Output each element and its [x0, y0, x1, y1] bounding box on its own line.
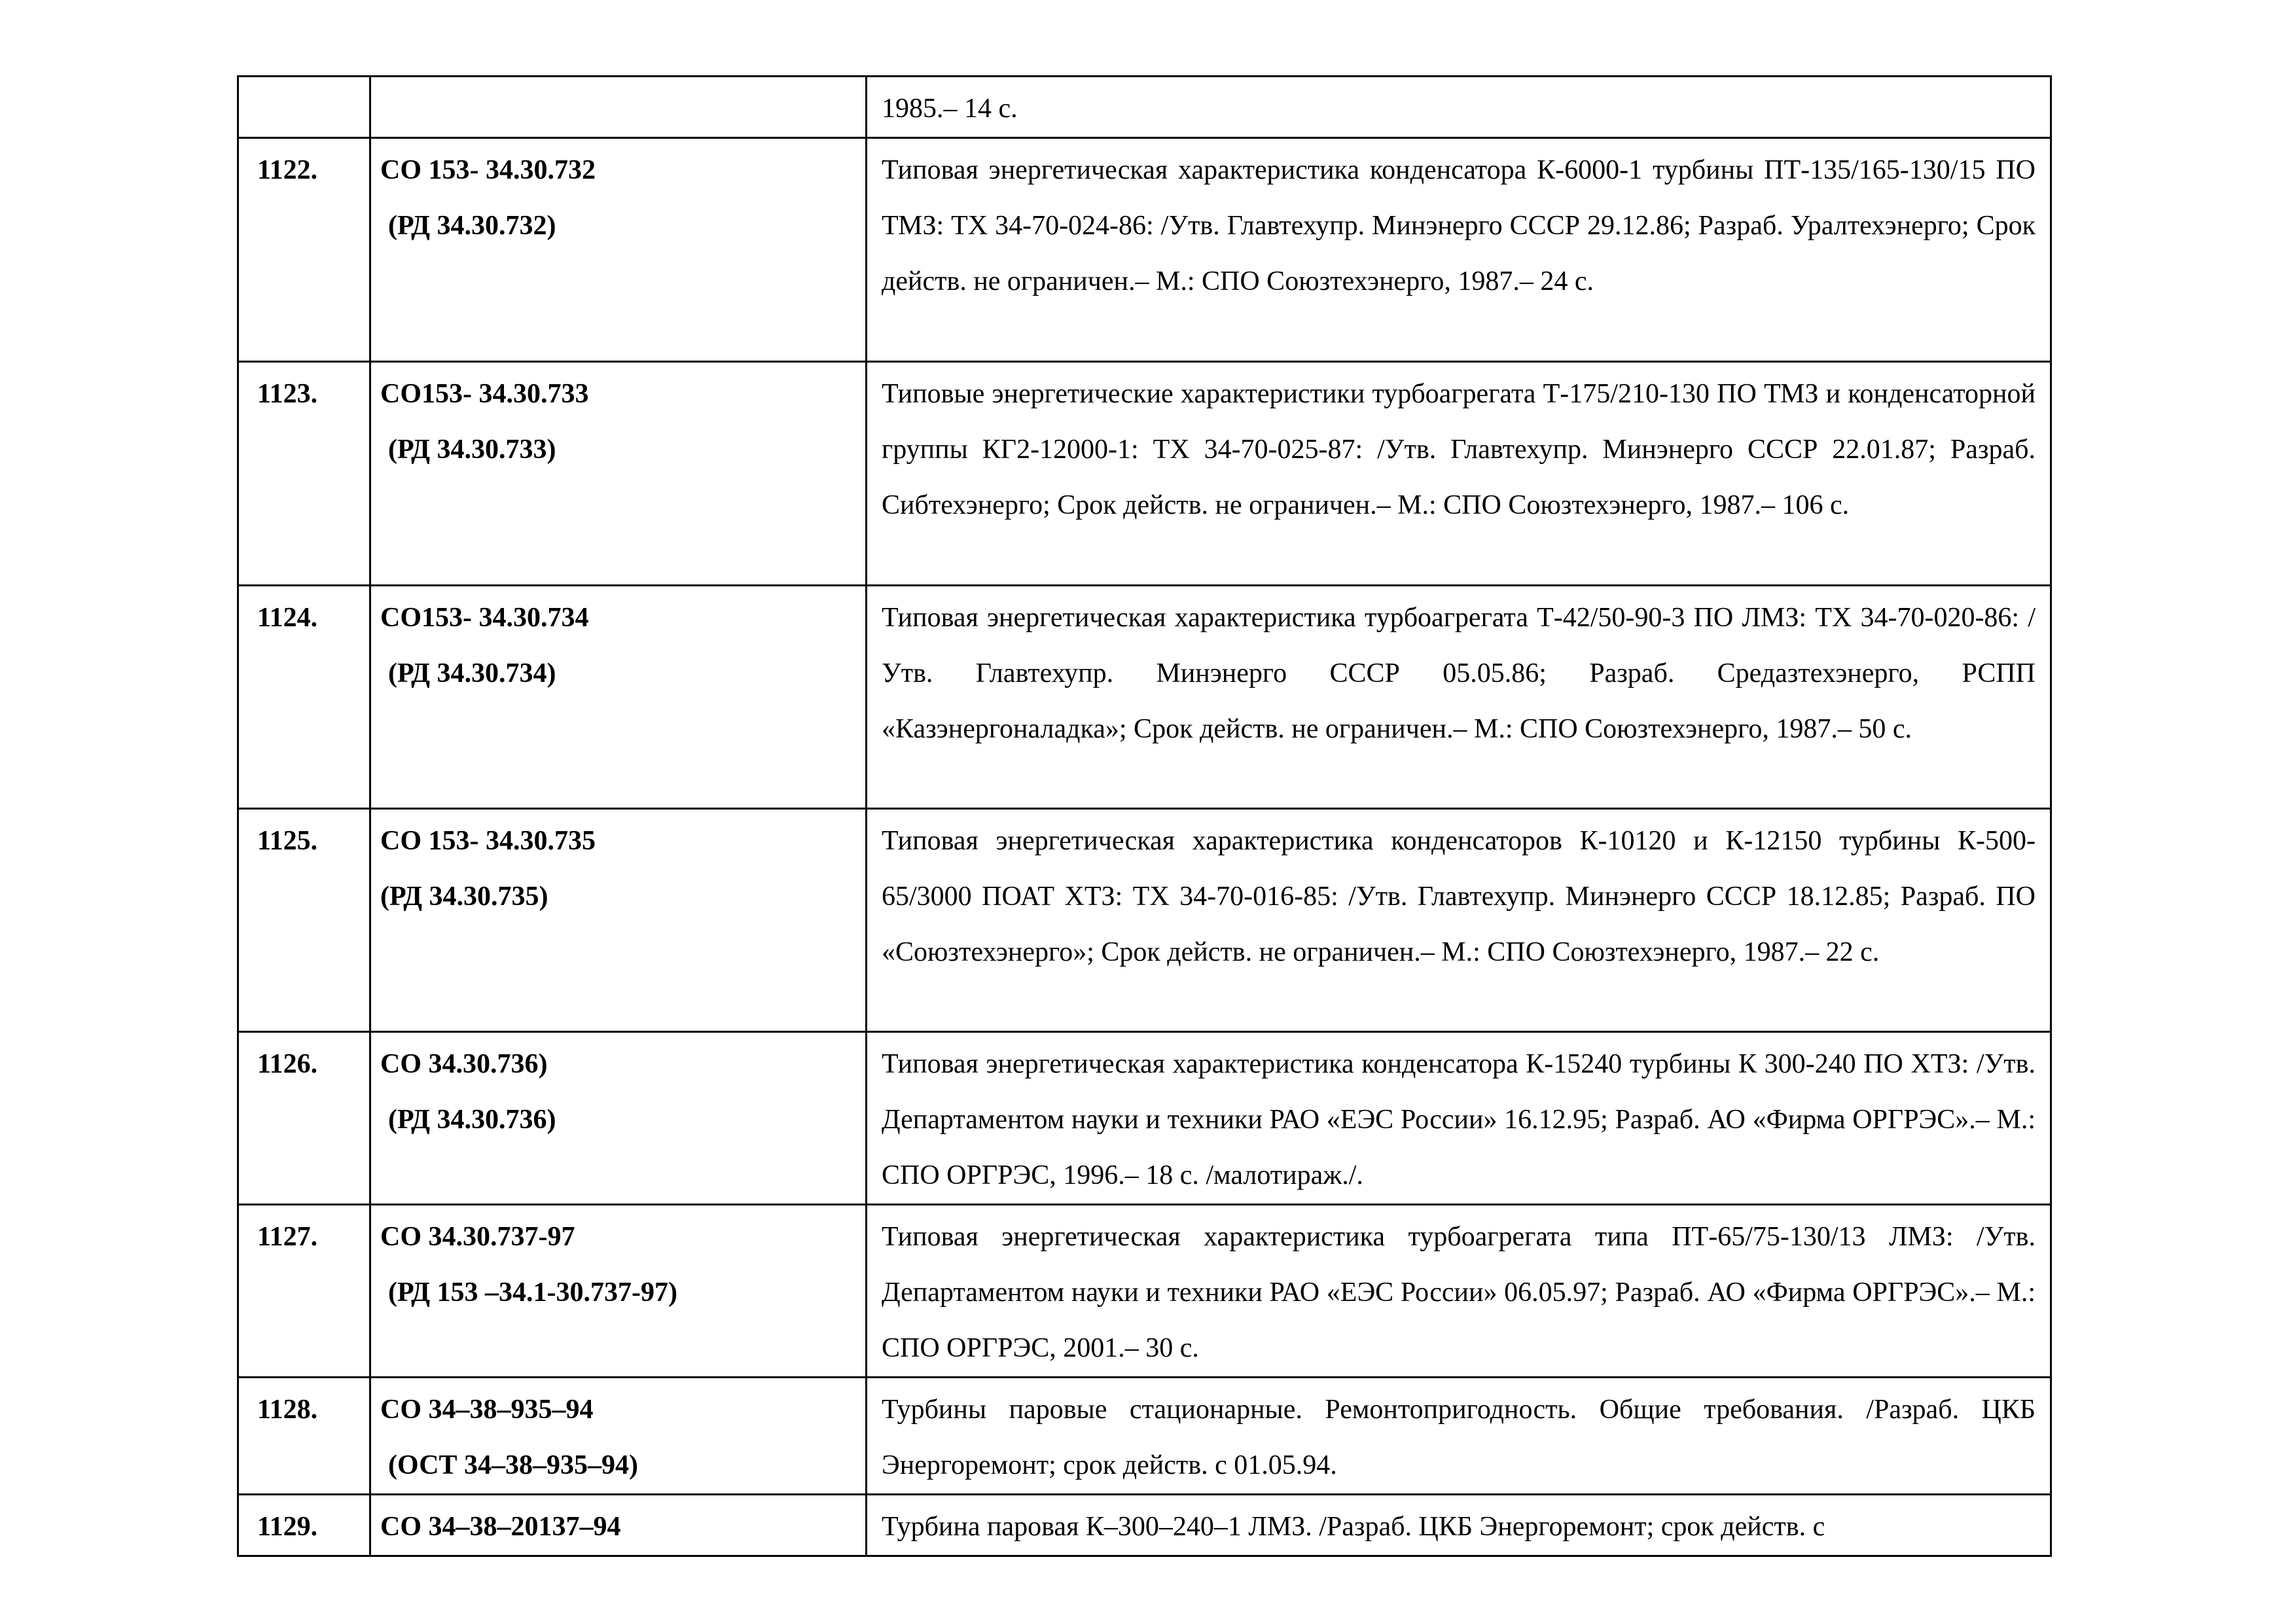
document-description: [867, 1032, 2051, 1205]
table-row: [238, 362, 2051, 586]
row-number: 1127.: [238, 1205, 370, 1378]
code-primary: СО153- 34.30.733: [380, 379, 589, 409]
row-number: [238, 77, 370, 138]
description-text: Типовая энергетическая характеристика конденсатора К-15240 турбины К 300-240 ПО ХТЗ: /Утв. Департаментом науки и техники РАО «ЕЭС России» 16.12.95; Разраб. АО «Фирма ОРГРЭС».– М.: СПО ОРГРЭС, 1996.– 18 с. /малотираж./.: [882, 1049, 2036, 1190]
document-description: [867, 77, 2051, 138]
code-alternate: (РД 34.30.734): [388, 658, 556, 688]
code-primary: СО 34–38–20137–94: [380, 1512, 621, 1542]
code-primary: СО 34.30.737-97: [380, 1222, 575, 1252]
description-text: Типовая энергетическая характеристика турбоагрегата Т-42/50-90-3 ПО ЛМЗ: ТХ 34-70-020-86: /Утв. Главтехупр. Минэнерго СССР 05.05.86; Разраб. Средазтехэнерго, РСПП «Казэнергоналадка»; Срок действ. не ограничен.– М.: СПО Союзтехэнерго, 1987.– 50 с.: [882, 603, 2036, 744]
document-description: [867, 362, 2051, 586]
document-code: [370, 362, 867, 586]
table-row: [238, 1205, 2051, 1378]
description-text: 1985.– 14 с.: [882, 94, 1018, 124]
code-primary: СО153- 34.30.734: [380, 603, 589, 633]
table-row: [238, 809, 2051, 1032]
description-text: Типовые энергетические характеристики турбоагрегата Т-175/210-130 ПО ТМЗ и конденсаторной группы КГ2-12000-1: ТХ 34-70-025-87: /Утв. Главтехупр. Минэнерго СССР 22.01.87; Разраб. Сибтехэнерго; Срок действ. не ограничен.– М.: СПО Союзтехэнерго, 1987.– 106 с.: [882, 379, 2036, 520]
code-alternate: (РД 34.30.735): [380, 882, 548, 912]
description-text: Типовая энергетическая характеристика конденсатора К-6000-1 турбины ПТ-135/165-130/15 ПО ТМЗ: ТХ 34-70-024-86: /Утв. Главтехупр. Минэнерго СССР 29.12.86; Разраб. Уралтехэнерго; Срок действ. не ограничен.– М.: СПО Союзтехэнерго, 1987.– 24 с.: [882, 155, 2036, 296]
table-row: [238, 1032, 2051, 1205]
document-code: [370, 809, 867, 1032]
code-primary: СО 153- 34.30.732: [380, 155, 596, 185]
document-description: [867, 1378, 2051, 1495]
description-text: Типовая энергетическая характеристика конденсаторов К-10120 и К-12150 турбины К-500-65/3000 ПОАТ ХТЗ: ТХ 34-70-016-85: /Утв. Главтехупр. Минэнерго СССР 18.12.85; Разраб. ПО «Союзтехэнерго»; Срок действ. не ограничен.– М.: СПО Союзтехэнерго, 1987.– 22 с.: [882, 826, 2036, 967]
row-number: 1126.: [238, 1032, 370, 1205]
row-number: 1123.: [238, 362, 370, 586]
document-table: [237, 75, 2052, 1557]
code-alternate: (ОСТ 34–38–935–94): [388, 1450, 638, 1480]
table-row: [238, 586, 2051, 809]
row-number: 1125.: [238, 809, 370, 1032]
document-code: [370, 1378, 867, 1495]
table-row: [238, 138, 2051, 362]
row-number: 1122.: [238, 138, 370, 362]
document-code: [370, 586, 867, 809]
document-description: [867, 1495, 2051, 1556]
description-text: Типовая энергетическая характеристика турбоагрегата типа ПТ-65/75-130/13 ЛМЗ: /Утв. Департаментом науки и техники РАО «ЕЭС России» 06.05.97; Разраб. АО «Фирма ОРГРЭС».– М.: СПО ОРГРЭС, 2001.– 30 с.: [882, 1222, 2036, 1363]
code-alternate: (РД 34.30.736): [388, 1105, 556, 1135]
description-text: Турбины паровые стационарные. Ремонтопригодность. Общие требования. /Разраб. ЦКБ Энергоремонт; срок действ. с 01.05.94.: [882, 1395, 2036, 1480]
code-primary: СО 34–38–935–94: [380, 1395, 594, 1425]
document-code: [370, 138, 867, 362]
table-row: [238, 1378, 2051, 1495]
row-number: 1124.: [238, 586, 370, 809]
row-number: 1129.: [238, 1495, 370, 1556]
table-row: [238, 1495, 2051, 1556]
code-alternate: (РД 34.30.732): [388, 211, 556, 241]
document-description: [867, 586, 2051, 809]
code-primary: СО 153- 34.30.735: [380, 826, 596, 856]
description-text: Турбина паровая К–300–240–1 ЛМЗ. /Разраб. ЦКБ Энергоремонт; срок действ. с: [882, 1512, 1825, 1542]
document-description: [867, 138, 2051, 362]
document-code: [370, 77, 867, 138]
document-description: [867, 1205, 2051, 1378]
code-alternate: (РД 153 –34.1-30.737-97): [388, 1277, 678, 1308]
code-alternate: (РД 34.30.733): [388, 435, 556, 465]
document-code: [370, 1032, 867, 1205]
table-row: [238, 77, 2051, 138]
document-description: [867, 809, 2051, 1032]
document-code: [370, 1495, 867, 1556]
row-number: 1128.: [238, 1378, 370, 1495]
document-code: [370, 1205, 867, 1378]
code-primary: СО 34.30.736): [380, 1049, 548, 1079]
